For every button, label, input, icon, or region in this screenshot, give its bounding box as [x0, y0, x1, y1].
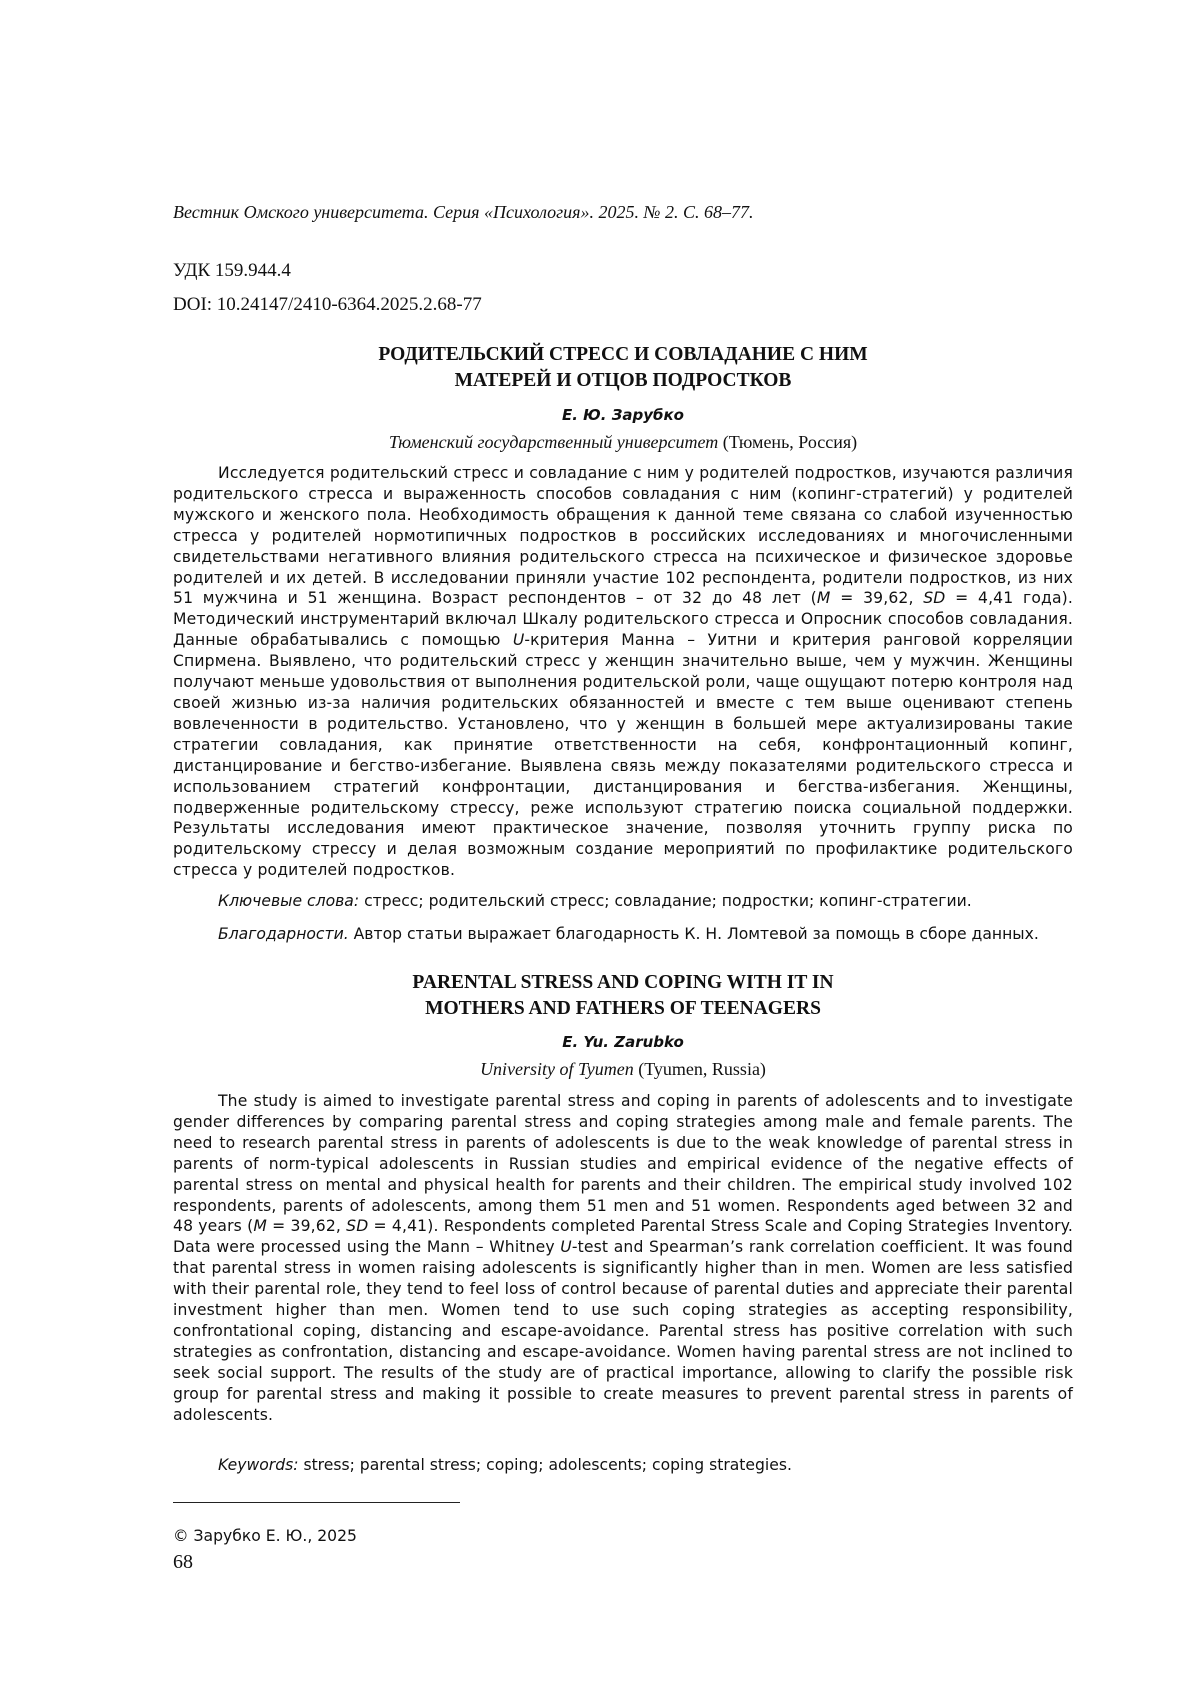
en-abstract-text-4: -test and Spearman’s rank correlation coefficient. It was found that parental stress in women raising adolescents is significantly higher than in men. Women are less satisfied with their parental role, they tend to feel loss of control because of parental duties and appreciate their parental investment higher than men. Women tend to use such coping strategies as accepting responsibility, confrontational coping, distancing and escape-avoidance. Parental stress has positive correlation with such strategies as confrontation, distancing and escape-avoidance. Women having parental stress are not inclined to seek social support. The results of the study are of practical importance, allowing to clarify the possible risk group for parental stress and making it possible to create measures to prevent parental stress in parents of adolescents. [173, 1238, 1073, 1424]
en-affiliation [173, 1059, 1073, 1080]
en-abstract-U: U [560, 1238, 572, 1257]
en-affiliation-name: University of Tyumen [480, 1059, 634, 1079]
en-abstract-text-3: = 4,41). Respondents completed Parental Stress Scale and Coping Strategies Inventory. Data were processed using the Mann – Whitney [173, 1217, 1073, 1257]
ru-abstract-U: U [512, 631, 525, 650]
copyright-notice: © Зарубко Е. Ю., 2025 [173, 1527, 357, 1545]
en-affiliation-place: (Tyumen, Russia) [638, 1059, 766, 1079]
ru-title-line-2: МАТЕРЕЙ И ОТЦОВ ПОДРОСТКОВ [454, 370, 792, 391]
ru-affiliation-place: (Тюмень, Россия) [722, 432, 858, 452]
en-keywords [218, 1456, 1073, 1474]
journal-citation: Вестник Омского университета. Серия «Психология». 2025. № 2. С. 68–77. [173, 202, 754, 222]
en-abstract-SD: SD [346, 1217, 369, 1236]
ru-thanks-label: Благодарности. [218, 925, 349, 943]
ru-abstract-M: M [816, 589, 831, 608]
en-title-line-2: MOTHERS AND FATHERS OF TEENAGERS [425, 998, 821, 1019]
en-title-line-1: PARENTAL STRESS AND COPING WITH IT IN [412, 972, 834, 993]
en-abstract-M: M [253, 1217, 267, 1236]
ru-thanks-text: Автор статьи выражает благодарность К. Н. Ломтевой за помощь в сборе данных. [348, 925, 1039, 943]
ru-keywords-text: стресс; родительский стресс; совладание; подростки; копинг-стратегии. [359, 892, 972, 910]
udk-code: УДК 159.944.4 [173, 260, 291, 281]
ru-affiliation [173, 432, 1073, 453]
en-abstract-text-1: The study is aimed to investigate parental stress and coping in parents of adolescents and to investigate gender differences by comparing parental stress and coping strategies among male and female parents. The need to research parental stress in parents of adolescents is due to the weak knowledge of parental stress in parents of norm-typical adolescents in Russian studies and empirical evidence of the negative effects of parental stress on mental and physical health for parents and their children. The empirical study involved 102 respondents, parents of adolescents, among them 51 men and 51 women. Respondents aged between 32 and 48 years ( [173, 1092, 1073, 1236]
page-number: 68 [173, 1551, 193, 1573]
ru-title [173, 342, 1073, 394]
ru-abstract [173, 463, 1073, 881]
en-abstract [173, 1091, 1073, 1426]
ru-affiliation-name: Тюменский государственный университет [388, 432, 719, 452]
ru-keywords [218, 892, 1073, 910]
en-abstract-text-2: = 39,62, [266, 1217, 347, 1236]
ru-acknowledgements [218, 925, 1073, 943]
ru-abstract-SD: SD [923, 589, 946, 608]
ru-abstract-text-4: -критерия Манна – Уитни и критерия ранговой корреляции Спирмена. Выявлено, что родительский стресс у женщин значительно выше, чем у мужчин. Женщины получают меньше удовольствия от выполнения родительской роли, чаще ощущают потерю контроля над своей жизнью из-за наличия родительских обязанностей и вместе с тем выше оценивают степень вовлеченности в родительство. Установлено, что у женщин в большей мере актуализированы такие стратегии совладания, как принятие ответственности на себя, конфронтационный копинг, дистанцирование и бегство-избегание. Выявлена связь между показателями родительского стресса и использованием стратегий конфронтации, дистанцирования и бегства-избегания. Женщины, подверженные родительскому стрессу, реже используют стратегию поиска социальной поддержки. Результаты исследования имеют практическое значение, позволяя уточнить группу риска по родительскому стрессу и делая возможным создание мероприятий по профилактике родительского стресса у родителей подростков. [173, 631, 1073, 880]
ru-abstract-text-3: = 4,41 года). Методический инструментарий включал Шкалу родительского стресса и Опросник способов совладания. Данные обрабатывались с помощью [173, 589, 1073, 650]
ru-keywords-label: Ключевые слова: [218, 892, 360, 910]
en-title [173, 970, 1073, 1022]
doi: DOI: 10.24147/2410-6364.2025.2.68-77 [173, 294, 482, 315]
ru-abstract-text-2: = 39,62, [830, 589, 924, 608]
footnote-divider [173, 1502, 460, 1503]
en-keywords-text: stress; parental stress; coping; adolescents; coping strategies. [298, 1456, 792, 1474]
ru-title-line-1: РОДИТЕЛЬСКИЙ СТРЕСС И СОВЛАДАНИЕ С НИМ [378, 344, 868, 365]
ru-abstract-text-1: Исследуется родительский стресс и совладание с ним у родителей подростков, изучаются различия родительского стресса и выраженность способов совладания с ним (копинг-стратегий) у родителей мужского и женского пола. Необходимость обращения к данной теме связана со слабой изученностью стресса у родителей нормотипичных подростков в российских исследованиях и многочисленными свидетельствами негативного влияния родительского стресса на психическое и физическое здоровье родителей и их детей. В исследовании приняли участие 102 респондента, родители подростков, из них 51 мужчина и 51 женщина. Возраст респондентов – от 32 до 48 лет ( [173, 464, 1073, 608]
en-keywords-label: Keywords: [218, 1456, 299, 1474]
ru-author: Е. Ю. Зарубко [562, 406, 684, 424]
en-author: E. Yu. Zarubko [562, 1033, 684, 1051]
